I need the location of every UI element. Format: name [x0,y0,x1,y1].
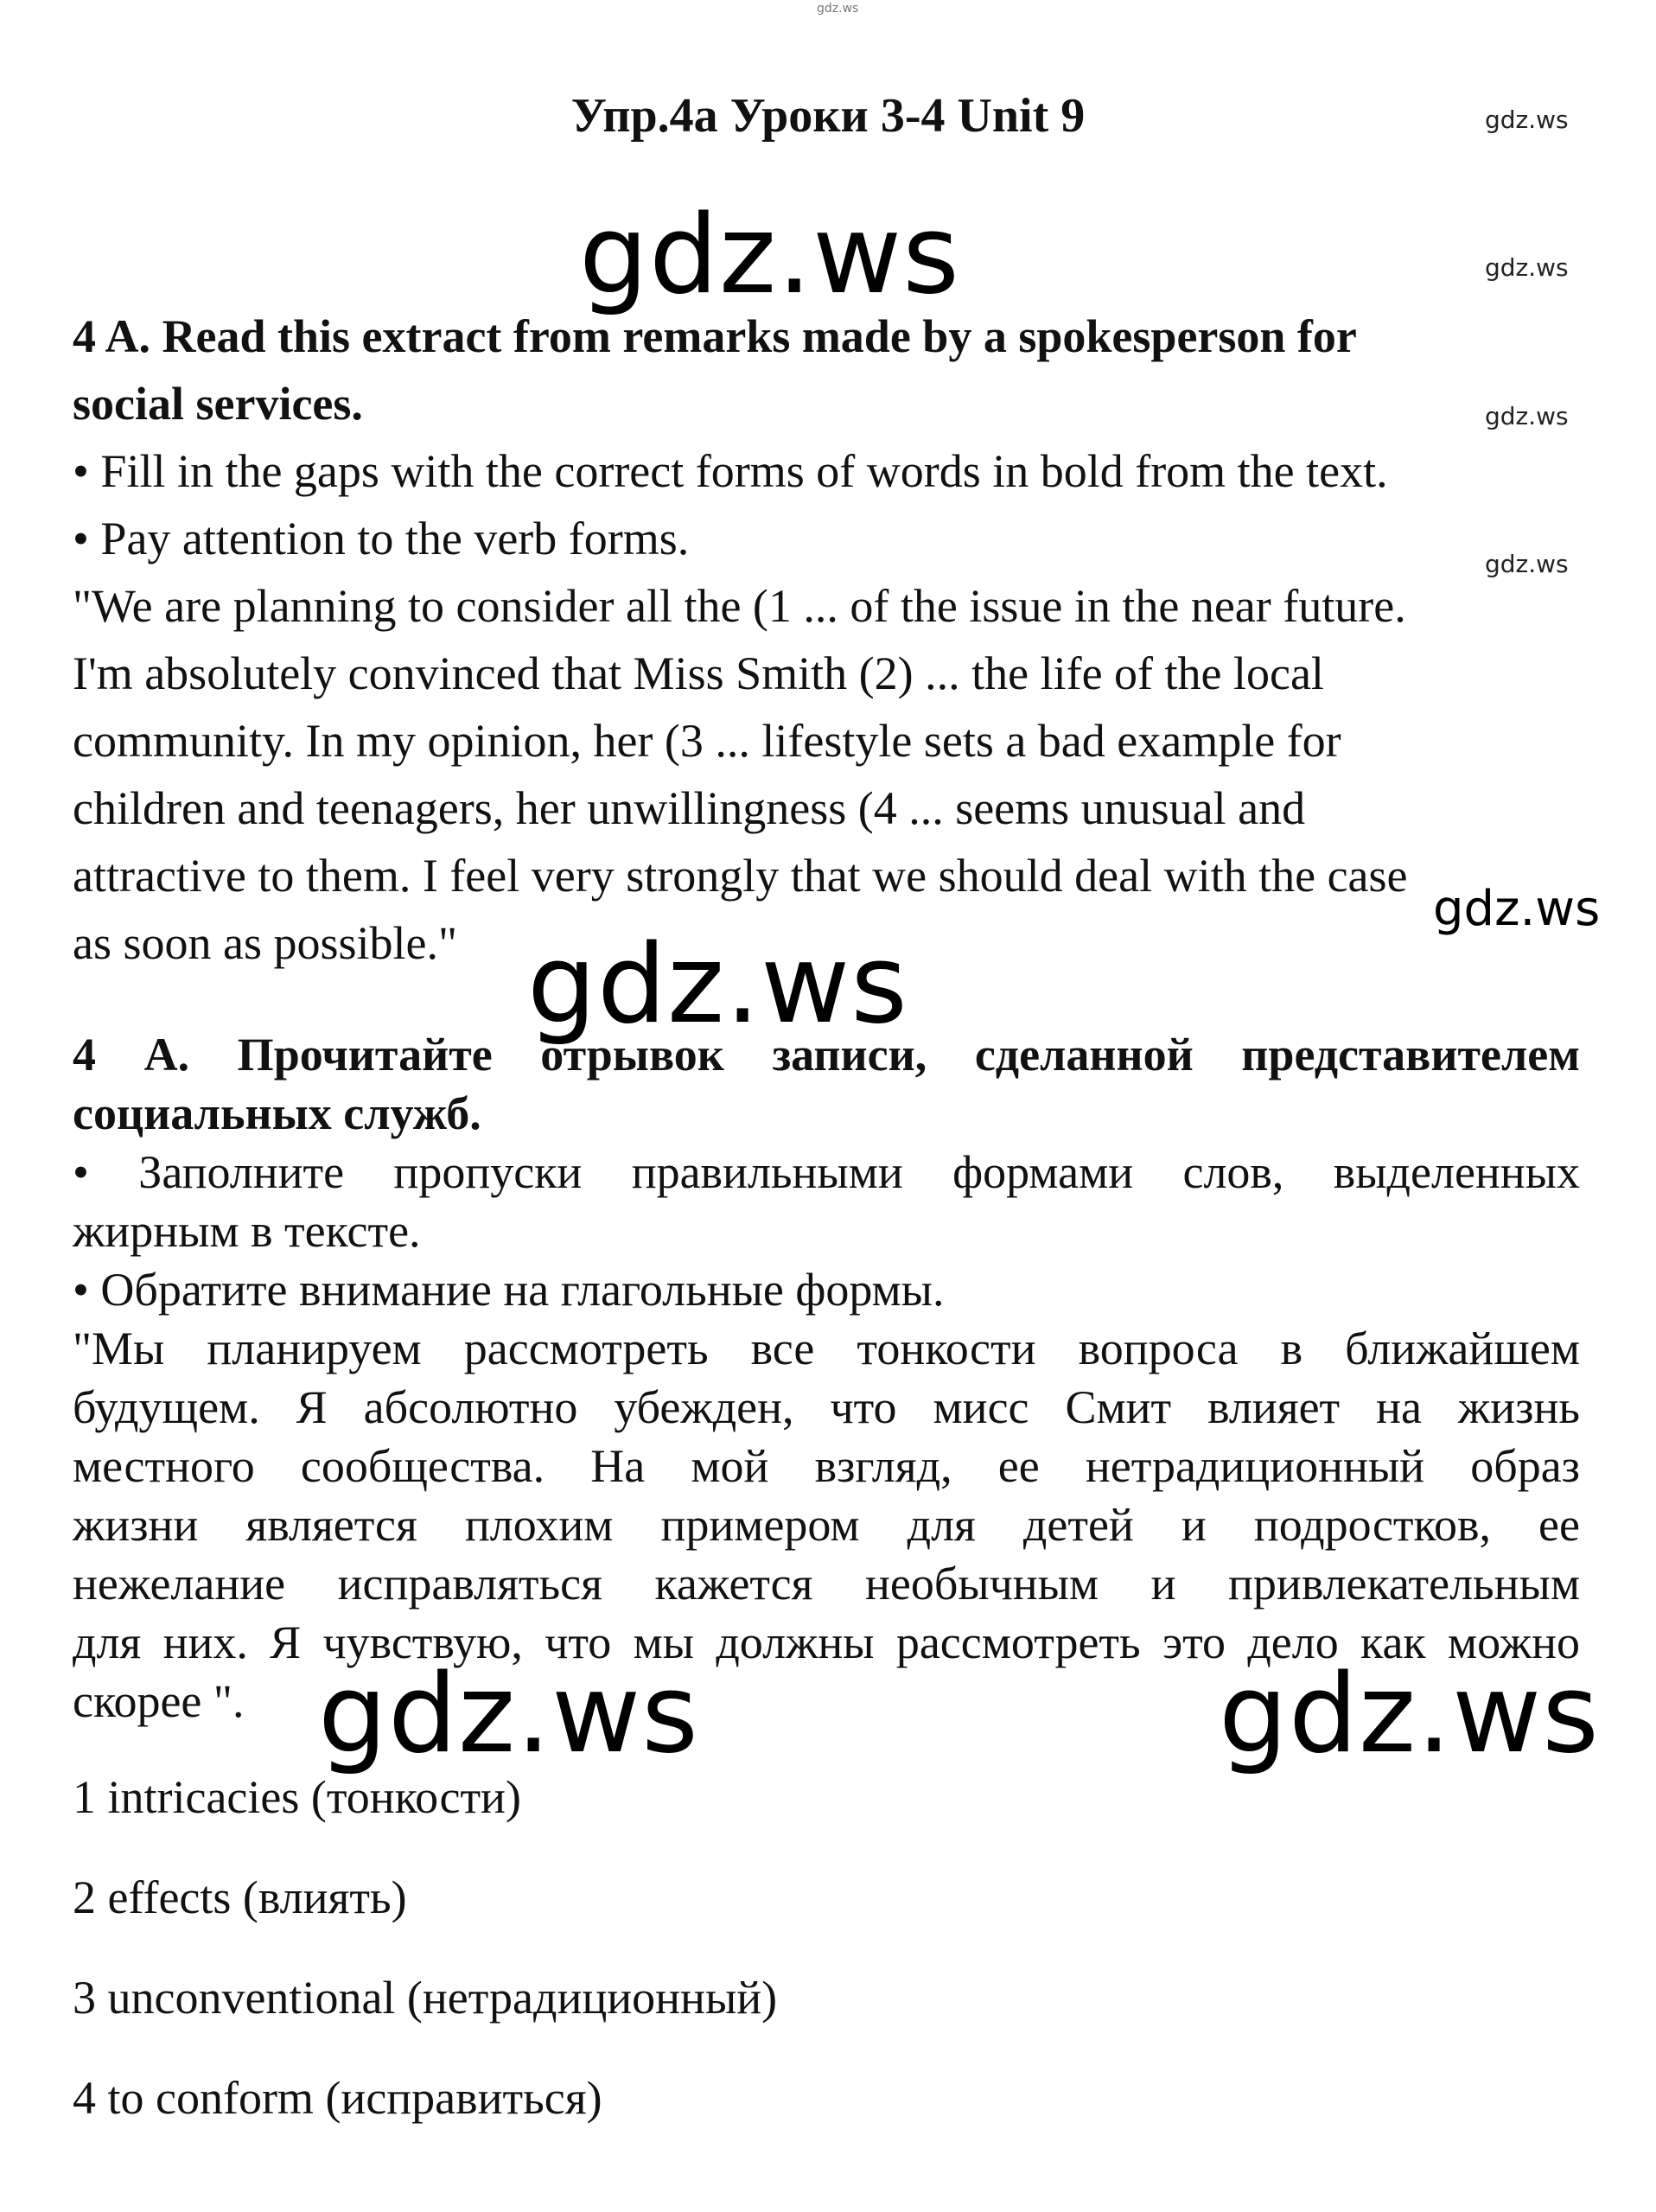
english-heading-line-1: 4 A. Read this extract from remarks made by a spokesperson for [73,310,1357,362]
watermark-side: gdz.ws [1485,105,1569,134]
english-quote-line: community. In my opinion, her (3 ... lifestyle sets a bad example for [73,715,1341,767]
english-quote-line: as soon as possible." [73,917,458,969]
russian-quote-line: будущем. Я абсолютно убежден, что мисс Смит влияет на жизнь [73,1381,1580,1433]
answer-item: 3 unconventional (нетрадиционный) [73,1972,778,2024]
russian-quote-line: скорее ". [73,1675,245,1727]
watermark-side: gdz.ws [1433,881,1601,937]
russian-quote-line: местного сообщества. На мой взгляд, ее нетрадиционный образ [73,1440,1580,1492]
english-bullet-2: • Pay attention to the verb forms. [73,513,690,564]
watermark-side: gdz.ws [1485,402,1569,430]
answer-item: 2 effects (влиять) [73,1871,407,1923]
russian-heading-line-1: 4 А. Прочитайте отрывок записи, сделанной представителем [73,1029,1580,1081]
page-title: Упр.4а Уроки 3-4 Unit 9 [570,89,1086,143]
russian-quote-line: нежелание исправляться кажется необычным и привлекательным [73,1558,1580,1610]
russian-heading-line-2: социальных служб. [73,1087,481,1139]
english-quote-line: "We are planning to consider all the (1 ... of the issue in the near future. [73,580,1406,632]
answer-item: 4 to conform (исправиться) [73,2072,602,2124]
answer-item: 1 intricacies (тонкости) [73,1771,521,1823]
watermark-side: gdz.ws [1485,550,1569,578]
top-watermark: gdz.ws [817,2,859,16]
english-bullet-1: • Fill in the gaps with the correct forms of words in bold from the text. [73,445,1388,497]
english-quote-line: attractive to them. I feel very strongly that we should deal with the case [73,850,1408,902]
russian-bullet-2: • Обратите внимание на глагольные формы. [73,1264,945,1316]
russian-bullet-1-line-2: жирным в тексте. [73,1205,421,1257]
russian-quote-line: жизни является плохим примером для детей и подростков, ее [73,1499,1580,1551]
english-heading-line-2: social services. [73,378,363,430]
watermark-big: gdz.ws [1219,1650,1600,1777]
russian-bullet-1-line-1: • Заполните пропуски правильными формами слов, выделенных [73,1146,1580,1198]
english-quote-line: children and teenagers, her unwillingness (4 ... seems unusual and [73,782,1306,834]
russian-quote-line: для них. Я чувствую, что мы должны рассмотреть это дело как можно [73,1616,1580,1668]
watermark-big: gdz.ws [527,921,908,1048]
english-quote-line: I'm absolutely convinced that Miss Smith (2) ... the life of the local [73,647,1324,699]
russian-quote-line: "Мы планируем рассмотреть все тонкости вопроса в ближайшем [73,1323,1580,1374]
watermark-big: gdz.ws [318,1650,699,1777]
watermark-side: gdz.ws [1485,253,1569,282]
watermark-big: gdz.ws [579,191,960,318]
